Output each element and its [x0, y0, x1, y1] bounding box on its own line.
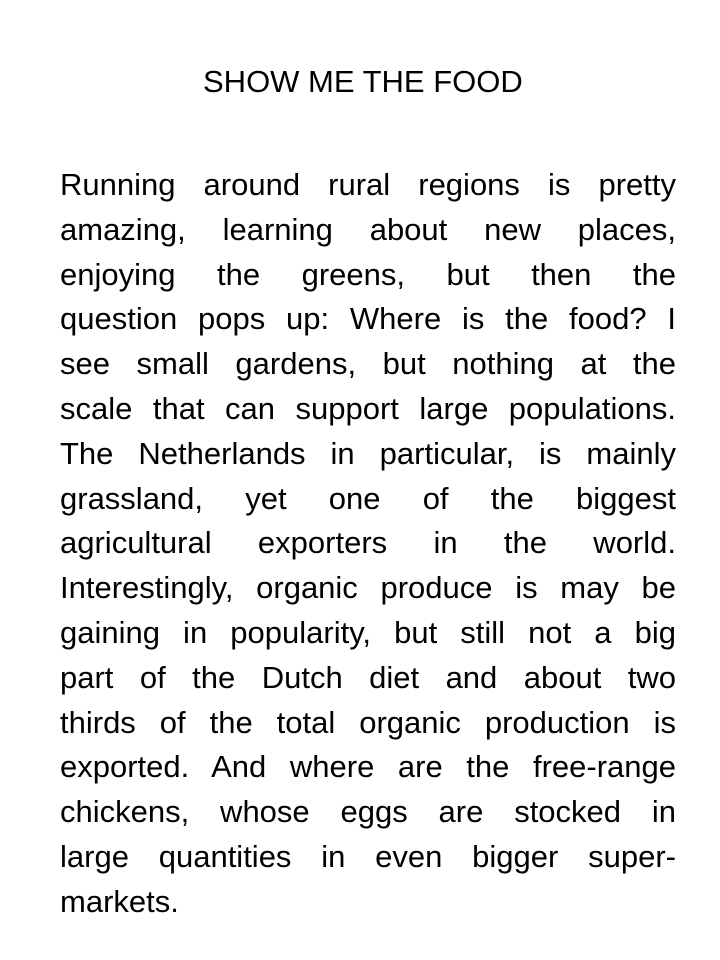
body-paragraph	[60, 163, 676, 925]
paragraph-line: agricultural exporters in the world.	[60, 525, 676, 561]
paragraph-line: Running around rural regions is pretty	[60, 167, 676, 202]
paragraph-line: enjoying the greens, but then the	[60, 256, 676, 292]
paragraph-line: large quantities in even bigger super-	[60, 838, 676, 874]
paragraph-line: exported. And where are the free-range	[60, 749, 676, 785]
paragraph-line: see small gardens, but nothing at the	[60, 346, 676, 382]
paragraph-line: thirds of the total organic production is	[60, 704, 676, 740]
paragraph-line: gaining in popularity, but still not a big	[60, 614, 676, 650]
paragraph-line: markets.	[60, 883, 179, 919]
paragraph-line: scale that can support large populations.	[60, 390, 676, 426]
paragraph-line: question pops up: Where is the food? I	[60, 301, 676, 337]
paragraph-line: amazing, learning about new places,	[60, 211, 676, 247]
page-title: SHOW ME THE FOOD	[203, 64, 523, 99]
paragraph-line: The Netherlands in particular, is mainly	[60, 435, 676, 471]
paragraph-line: grassland, yet one of the biggest	[60, 480, 676, 516]
paragraph-line: chickens, whose eggs are stocked in	[60, 794, 676, 830]
paragraph-line: part of the Dutch diet and about two	[60, 659, 676, 695]
paragraph-line: Interestingly, organic produce is may be	[60, 570, 676, 606]
